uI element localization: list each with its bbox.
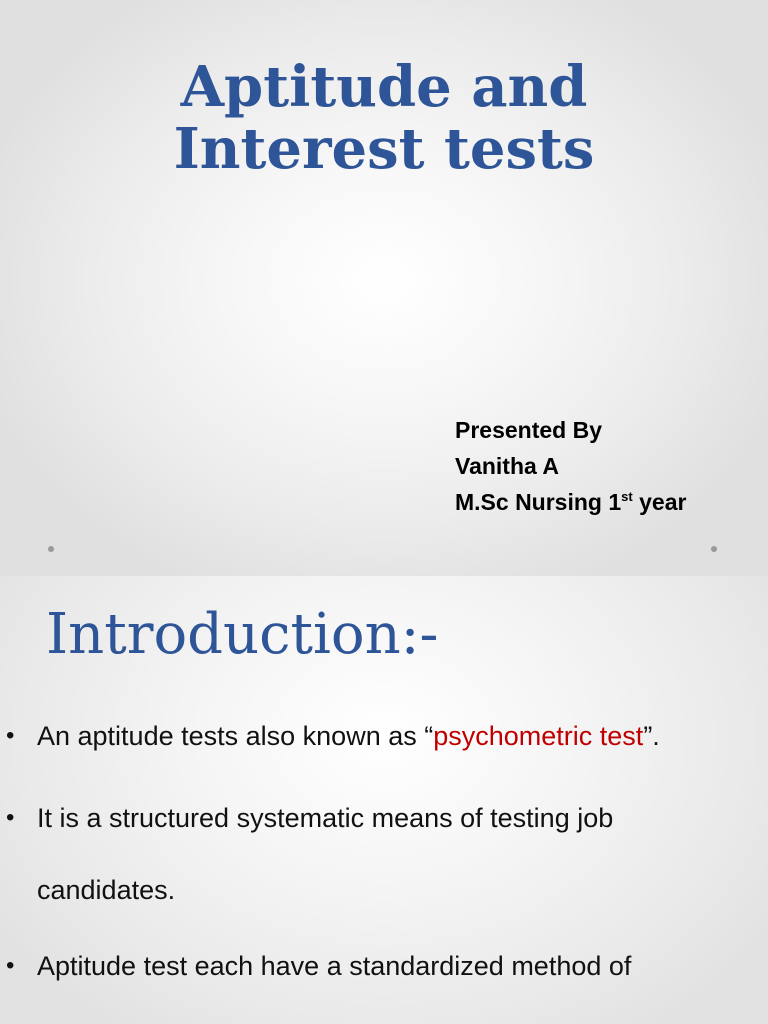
presenter-course-main: M.Sc Nursing 1 xyxy=(455,489,622,515)
slide-title xyxy=(0,56,768,180)
presenter-name: Vanitha A xyxy=(455,453,559,479)
bullet-text-after: ”. xyxy=(643,721,660,751)
presenter-course-end: year xyxy=(632,489,687,515)
bullet-item: • Aptitude test each have a standardized method of xyxy=(0,930,768,1002)
highlight-text: psychometric test xyxy=(433,721,644,751)
bullet-item xyxy=(0,706,768,766)
introduction-slide xyxy=(0,576,768,1024)
introduction-heading: Introduction:- xyxy=(46,602,439,667)
bullet-item: • It is a structured systematic means of testing job candidates. xyxy=(0,782,768,926)
presenter-label: Presented By xyxy=(455,417,603,443)
presenter-block xyxy=(455,412,686,520)
bullet-text-before: An aptitude tests also known as “ xyxy=(37,721,434,751)
bullet-list xyxy=(0,706,768,1006)
slide-title-line-2: Interest tests xyxy=(173,116,595,182)
presenter-course-ordinal: st xyxy=(621,489,633,504)
right-dot xyxy=(711,546,717,552)
left-dot xyxy=(48,546,54,552)
presenter-course xyxy=(455,484,686,520)
slide-title-line-1: Aptitude and xyxy=(180,54,588,120)
